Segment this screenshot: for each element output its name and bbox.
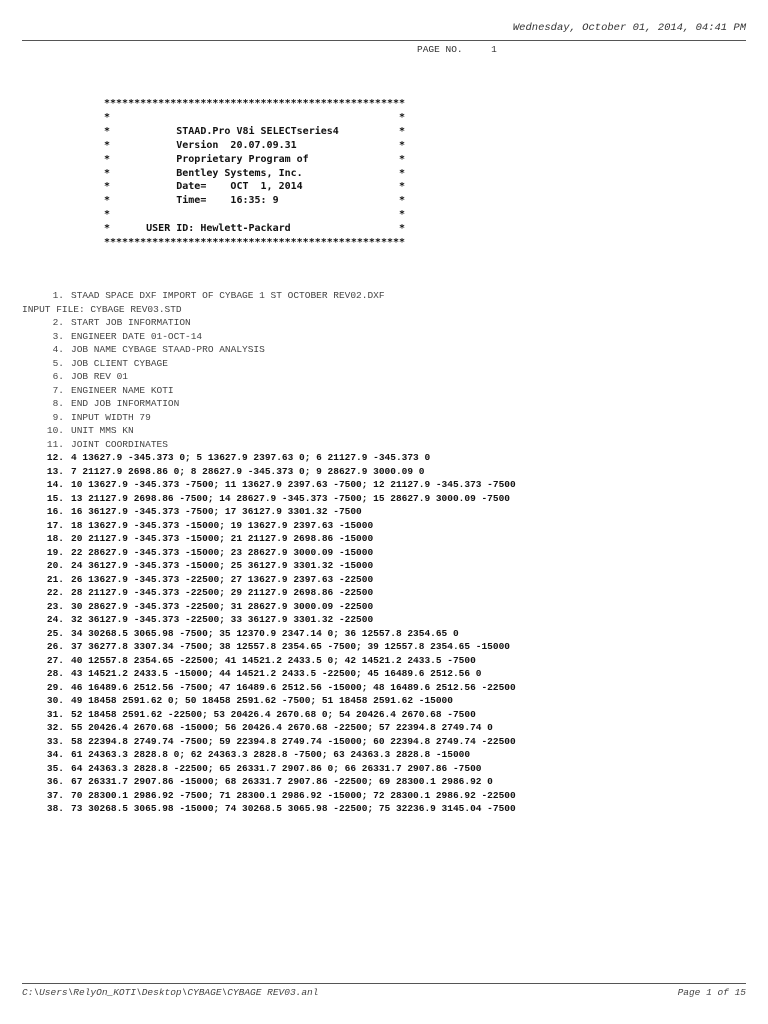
- listing-line: [22, 505, 516, 519]
- line-text: 49 18458 2591.62 0; 50 18458 2591.62 -7500; 51 18458 2591.62 -15000: [71, 695, 453, 706]
- line-number: 25.: [46, 627, 64, 639]
- line-number: 22.: [46, 587, 64, 598]
- banner-line: **************************************************: [104, 237, 406, 249]
- line-number: 28.: [46, 668, 64, 679]
- line-number: 1.: [52, 290, 64, 301]
- line-number: 12.: [46, 452, 64, 463]
- line-text: 7 21127.9 2698.86 0; 8 28627.9 -345.373 0; 9 28627.9 3000.09 0: [71, 465, 425, 477]
- listing-line: [22, 667, 516, 681]
- line-text: START JOB INFORMATION: [71, 317, 191, 328]
- input-listing: [22, 289, 516, 816]
- listing-line: [22, 573, 516, 587]
- line-text: INPUT FILE: CYBAGE REV03.STD: [22, 303, 182, 315]
- listing-line: [22, 708, 516, 722]
- listing-line: [22, 559, 516, 573]
- listing-line: [22, 654, 516, 668]
- footer-page-count: Page 1 of 15: [677, 987, 746, 998]
- line-number: 4.: [52, 344, 64, 355]
- listing-line: [22, 586, 516, 600]
- line-text: 4 13627.9 -345.373 0; 5 13627.9 2397.63 0; 6 21127.9 -345.373 0: [71, 452, 431, 463]
- line-number: 6.: [52, 371, 64, 382]
- listing-line: [22, 627, 516, 641]
- line-number: 36.: [46, 776, 64, 787]
- line-number: 24.: [46, 614, 64, 625]
- line-text: 20 21127.9 -345.373 -15000; 21 21127.9 2698.86 -15000: [71, 533, 374, 544]
- page-number-label: PAGE NO.: [417, 44, 463, 55]
- listing-line: [22, 370, 516, 384]
- line-text: ENGINEER NAME KOTI: [71, 384, 174, 396]
- line-number: 18.: [46, 533, 64, 544]
- listing-line: [22, 289, 516, 303]
- line-number: 38.: [46, 803, 64, 814]
- header-rule: [22, 40, 746, 41]
- listing-line: [22, 802, 516, 816]
- banner-line: * Time= 16:35: 9 *: [104, 195, 406, 207]
- line-text: UNIT MMS KN: [71, 425, 134, 436]
- line-text: 55 20426.4 2670.68 -15000; 56 20426.4 2670.68 -22500; 57 22394.8 2749.74 0: [71, 722, 493, 733]
- line-number: 26.: [46, 641, 64, 652]
- listing-line: [22, 681, 516, 695]
- banner-line: * *: [104, 111, 406, 123]
- listing-line: [22, 694, 516, 708]
- listing-line: [22, 303, 516, 317]
- line-text: 73 30268.5 3065.98 -15000; 74 30268.5 3065.98 -22500; 75 32236.9 3145.04 -7500: [71, 803, 516, 814]
- line-number: 2.: [52, 317, 64, 328]
- line-text: 46 16489.6 2512.56 -7500; 47 16489.6 2512.56 -15000; 48 16489.6 2512.56 -22500: [71, 681, 516, 693]
- line-text: 22 28627.9 -345.373 -15000; 23 28627.9 3000.09 -15000: [71, 546, 374, 558]
- line-number: 3.: [52, 330, 64, 342]
- line-text: 70 28300.1 2986.92 -7500; 71 28300.1 2986.92 -15000; 72 28300.1 2986.92 -22500: [71, 789, 516, 801]
- line-text: 43 14521.2 2433.5 -15000; 44 14521.2 2433.5 -22500; 45 16489.6 2512.56 0: [71, 668, 482, 679]
- listing-line: [22, 478, 516, 492]
- line-text: 40 12557.8 2354.65 -22500; 41 14521.2 2433.5 0; 42 14521.2 2433.5 -7500: [71, 654, 476, 666]
- banner-line: * Bentley Systems, Inc. *: [104, 167, 406, 179]
- listing-line: [22, 397, 516, 411]
- line-number: 21.: [46, 573, 64, 585]
- line-number: 15.: [46, 492, 64, 504]
- banner-line: * Date= OCT 1, 2014 *: [104, 181, 406, 193]
- line-text: 16 36127.9 -345.373 -7500; 17 36127.9 3301.32 -7500: [71, 506, 362, 517]
- line-text: 28 21127.9 -345.373 -22500; 29 21127.9 2698.86 -22500: [71, 587, 374, 598]
- line-text: ENGINEER DATE 01-OCT-14: [71, 330, 203, 342]
- line-number: 8.: [52, 398, 64, 409]
- line-text: 18 13627.9 -345.373 -15000; 19 13627.9 2397.63 -15000: [71, 519, 374, 531]
- line-text: JOB NAME CYBAGE STAAD-PRO ANALYSIS: [71, 344, 265, 355]
- line-number: 32.: [46, 722, 64, 733]
- listing-line: [22, 357, 516, 371]
- banner-line: * STAAD.Pro V8i SELECTseries4 *: [104, 125, 406, 137]
- line-number: 17.: [46, 519, 64, 531]
- line-text: 30 28627.9 -345.373 -22500; 31 28627.9 3000.09 -22500: [71, 600, 374, 612]
- footer-rule: [22, 983, 746, 984]
- listing-line: [22, 789, 516, 803]
- line-number: 30.: [46, 695, 64, 706]
- line-text: 61 24363.3 2828.8 0; 62 24363.3 2828.8 -7500; 63 24363.3 2828.8 -15000: [71, 749, 471, 760]
- line-number: 34.: [46, 749, 64, 760]
- line-number: 27.: [46, 654, 64, 666]
- line-text: INPUT WIDTH 79: [71, 411, 151, 423]
- line-text: 24 36127.9 -345.373 -15000; 25 36127.9 3301.32 -15000: [71, 560, 374, 571]
- listing-line: [22, 330, 516, 344]
- line-number: 9.: [52, 411, 64, 423]
- listing-line: [22, 532, 516, 546]
- line-number: 10.: [46, 425, 64, 436]
- line-text: 10 13627.9 -345.373 -7500; 11 13627.9 2397.63 -7500; 12 21127.9 -345.373 -7500: [71, 479, 516, 490]
- line-number: 31.: [46, 708, 64, 720]
- line-number: 11.: [46, 438, 64, 450]
- banner-line: * USER ID: Hewlett-Packard *: [104, 223, 406, 235]
- listing-line: [22, 465, 516, 479]
- listing-line: [22, 384, 516, 398]
- footer-file-path: C:\Users\RelyOn_KOTI\Desktop\CYBAGE\CYBAGE REV03.anl: [22, 987, 319, 998]
- listing-line: [22, 316, 516, 330]
- listing-line: [22, 546, 516, 560]
- line-number: 16.: [46, 506, 64, 517]
- line-number: 23.: [46, 600, 64, 612]
- line-text: JOINT COORDINATES: [71, 438, 168, 450]
- banner-line: * *: [104, 209, 406, 221]
- line-text: JOB CLIENT CYBAGE: [71, 357, 168, 369]
- listing-line: [22, 762, 516, 776]
- line-text: 52 18458 2591.62 -22500; 53 20426.4 2670.68 0; 54 20426.4 2670.68 -7500: [71, 708, 476, 720]
- line-number: 5.: [52, 357, 64, 369]
- line-number: 29.: [46, 681, 64, 693]
- listing-line: [22, 748, 516, 762]
- line-text: 58 22394.8 2749.74 -7500; 59 22394.8 2749.74 -15000; 60 22394.8 2749.74 -22500: [71, 735, 516, 747]
- line-text: JOB REV 01: [71, 371, 129, 382]
- banner-line: * Version 20.07.09.31 *: [104, 139, 406, 151]
- line-number: 35.: [46, 762, 64, 774]
- listing-line: [22, 735, 516, 749]
- banner-line: **************************************************: [104, 98, 406, 109]
- line-text: STAAD SPACE DXF IMPORT OF CYBAGE 1 ST OCTOBER REV02.DXF: [71, 290, 385, 301]
- page-number-value: 1: [491, 44, 497, 55]
- listing-line: [22, 438, 516, 452]
- line-text: END JOB INFORMATION: [71, 398, 180, 409]
- listing-line: [22, 451, 516, 465]
- listing-line: [22, 640, 516, 654]
- line-text: 26 13627.9 -345.373 -22500; 27 13627.9 2397.63 -22500: [71, 573, 374, 585]
- line-text: 13 21127.9 2698.86 -7500; 14 28627.9 -345.373 -7500; 15 28627.9 3000.09 -7500: [71, 492, 510, 504]
- listing-line: [22, 492, 516, 506]
- banner-line: * Proprietary Program of *: [104, 153, 406, 165]
- line-number: 20.: [46, 560, 64, 571]
- line-number: 14.: [46, 479, 64, 490]
- page-number: [417, 44, 497, 55]
- listing-line: [22, 519, 516, 533]
- listing-line: [22, 613, 516, 627]
- listing-line: [22, 343, 516, 357]
- line-number: 33.: [46, 735, 64, 747]
- line-text: 67 26331.7 2907.86 -15000; 68 26331.7 2907.86 -22500; 69 28300.1 2986.92 0: [71, 776, 493, 787]
- listing-line: [22, 424, 516, 438]
- listing-line: [22, 775, 516, 789]
- line-text: 37 36277.8 3307.34 -7500; 38 12557.8 2354.65 -7500; 39 12557.8 2354.65 -15000: [71, 641, 510, 652]
- line-number: 19.: [46, 546, 64, 558]
- listing-line: [22, 721, 516, 735]
- line-number: 13.: [46, 465, 64, 477]
- listing-line: [22, 600, 516, 614]
- listing-line: [22, 411, 516, 425]
- line-text: 34 30268.5 3065.98 -7500; 35 12370.9 2347.14 0; 36 12557.8 2354.65 0: [71, 627, 459, 639]
- line-number: 37.: [46, 789, 64, 801]
- program-banner: [104, 97, 405, 250]
- header-datetime: Wednesday, October 01, 2014, 04:41 PM: [512, 22, 746, 34]
- line-text: 32 36127.9 -345.373 -22500; 33 36127.9 3301.32 -22500: [71, 614, 374, 625]
- line-number: 7.: [52, 384, 64, 396]
- line-text: 64 24363.3 2828.8 -22500; 65 26331.7 2907.86 0; 66 26331.7 2907.86 -7500: [71, 762, 482, 774]
